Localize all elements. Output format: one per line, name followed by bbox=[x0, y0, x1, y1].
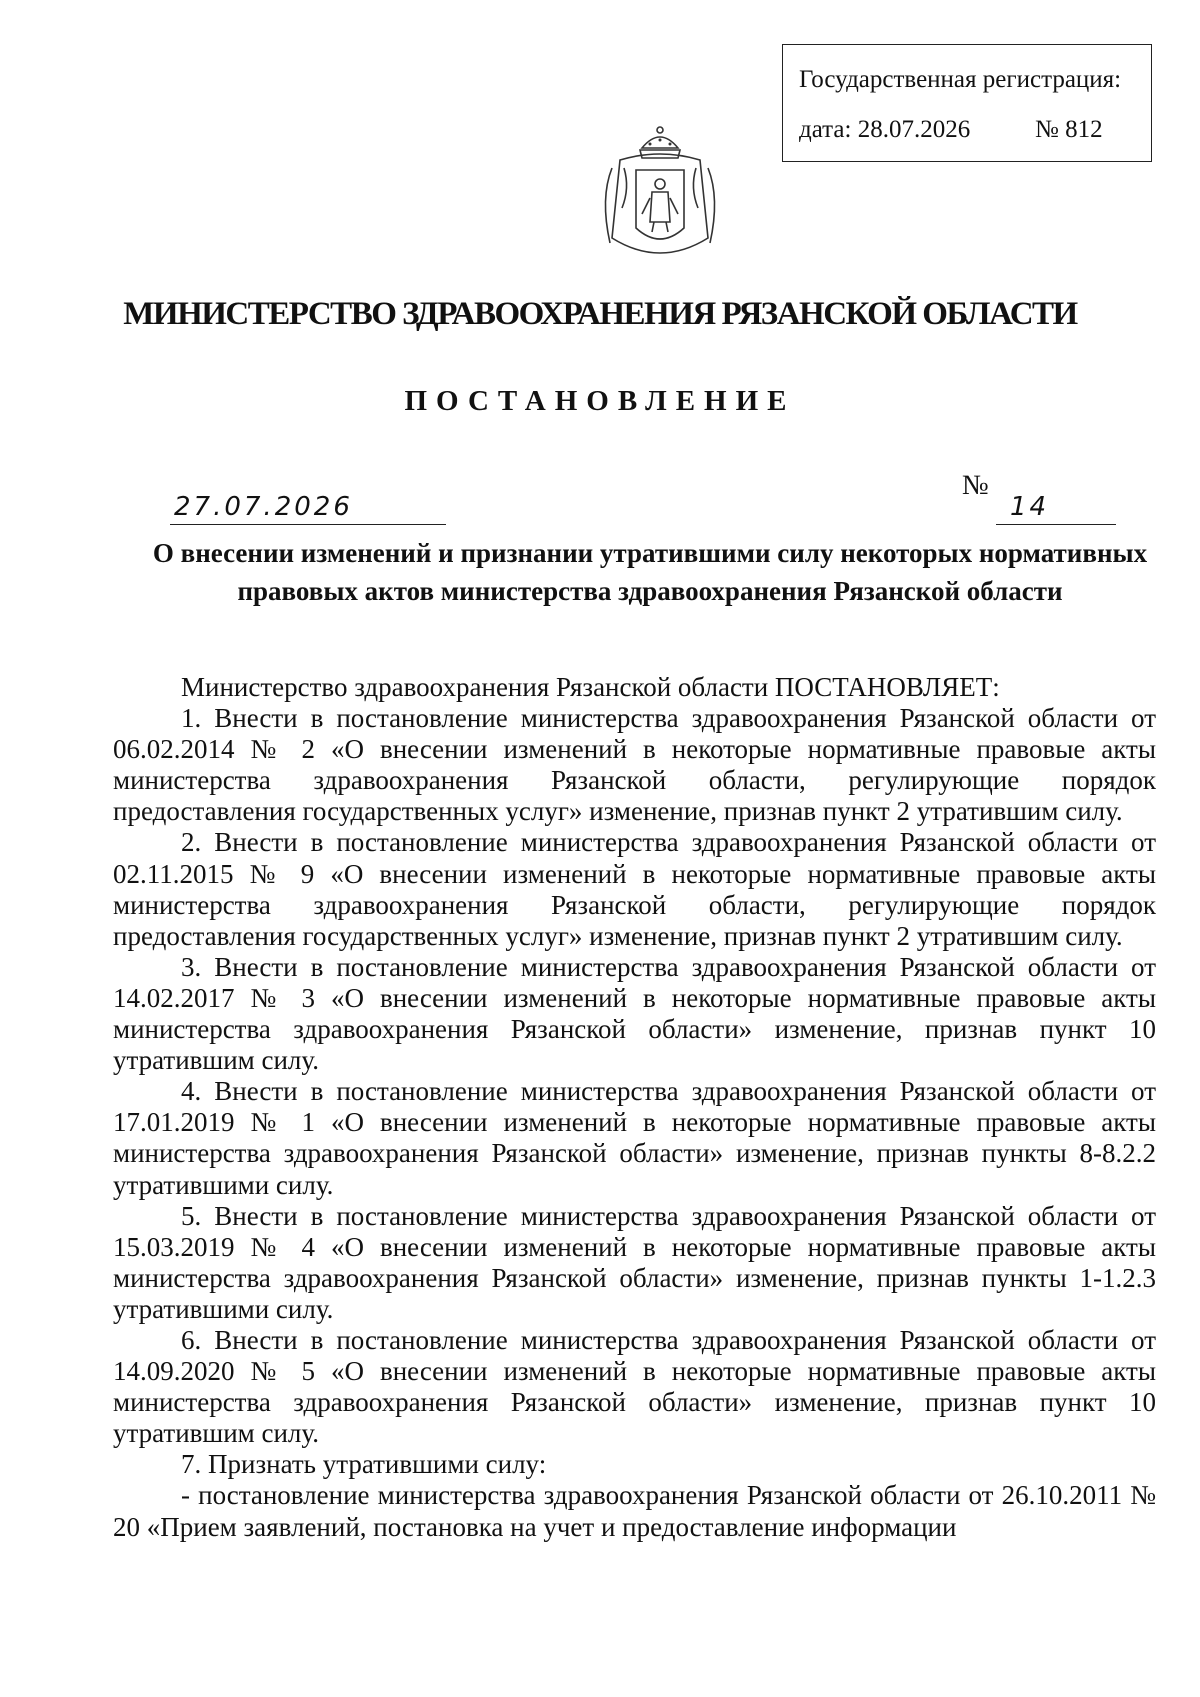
registration-date: дата: 28.07.2026 bbox=[799, 116, 971, 143]
date-field bbox=[170, 478, 446, 525]
body-paragraph: 2. Внести в постановление министерства здравоохранения Рязанской области от 02.11.2015 № 9 «О внесении изменений в некоторые нормативные правовые акты министерства здравоохранения Рязанской области, регулирующие порядок предоставления государственных услуг» изменение, признав пункт 2 утратившим силу. bbox=[113, 827, 1156, 951]
handwritten-number: 14 bbox=[1010, 492, 1050, 522]
body-paragraph: 7. Признать утратившими силу: bbox=[181, 1449, 547, 1480]
body-paragraph: 3. Внести в постановление министерства здравоохранения Рязанской области от 14.02.2017 № 3 «О внесении изменений в некоторые нормативные правовые акты министерства здравоохранения Рязанской области» изменение, признав пункт 10 утратившим силу. bbox=[113, 951, 1156, 1076]
registration-stamp bbox=[782, 44, 1152, 162]
registration-number: № 812 bbox=[1035, 116, 1103, 143]
body-paragraph: 5. Внести в постановление министерства здравоохранения Рязанской области от 15.03.2019 № 4 «О внесении изменений в некоторые нормативные правовые акты министерства здравоохранения Рязанской области» изменение, признав пункты 1-1.2.3 утратившими силу. bbox=[113, 1200, 1156, 1324]
document-body bbox=[113, 672, 1156, 1543]
body-paragraph: 4. Внести в постановление министерства здравоохранения Рязанской области от 17.01.2019 № 1 «О внесении изменений в некоторые нормативные правовые акты министерства здравоохранения Рязанской области» изменение, признав пункты 8-8.2.2 утратившими силу. bbox=[113, 1076, 1156, 1200]
body-paragraph: - постановление министерства здравоохранения Рязанской области от 26.10.2011 № 20 «Прием заявлений, постановка на учет и предоставление информации bbox=[113, 1480, 1156, 1542]
registration-title: Государственная регистрация: bbox=[799, 66, 1122, 93]
body-paragraph: 1. Внести в постановление министерства здравоохранения Рязанской области от 06.02.2014 № 2 «О внесении изменений в некоторые нормативные правовые акты министерства здравоохранения Рязанской области, регулирующие порядок предоставления государственных услуг» изменение, признав пункт 2 утратившим силу. bbox=[113, 703, 1156, 827]
body-paragraph: 6. Внести в постановление министерства здравоохранения Рязанской области от 14.09.2020 № 5 «О внесении изменений в некоторые нормативные правовые акты министерства здравоохранения Рязанской области» изменение, признав пункт 10 утратившим силу. bbox=[113, 1324, 1156, 1449]
document-type: ПОСТАНОВЛЕНИЕ bbox=[404, 385, 796, 417]
ministry-name: МИНИСТЕРСТВО ЗДРАВООХРАНЕНИЯ РЯЗАНСКОЙ ОБЛАСТИ bbox=[123, 296, 1077, 332]
document-heading: О внесении изменений и признании утратившими силу некоторых нормативных правовых актов министерства здравоохранения Рязанской области bbox=[152, 538, 1148, 606]
body-intro: Министерство здравоохранения Рязанской области ПОСТАНОВЛЯЕТ: bbox=[181, 672, 1000, 702]
number-label: № bbox=[962, 470, 989, 501]
handwritten-date: 27.07.2026 bbox=[174, 492, 353, 522]
number-field bbox=[996, 478, 1116, 525]
ryazan-coat-of-arms-icon bbox=[590, 118, 730, 276]
